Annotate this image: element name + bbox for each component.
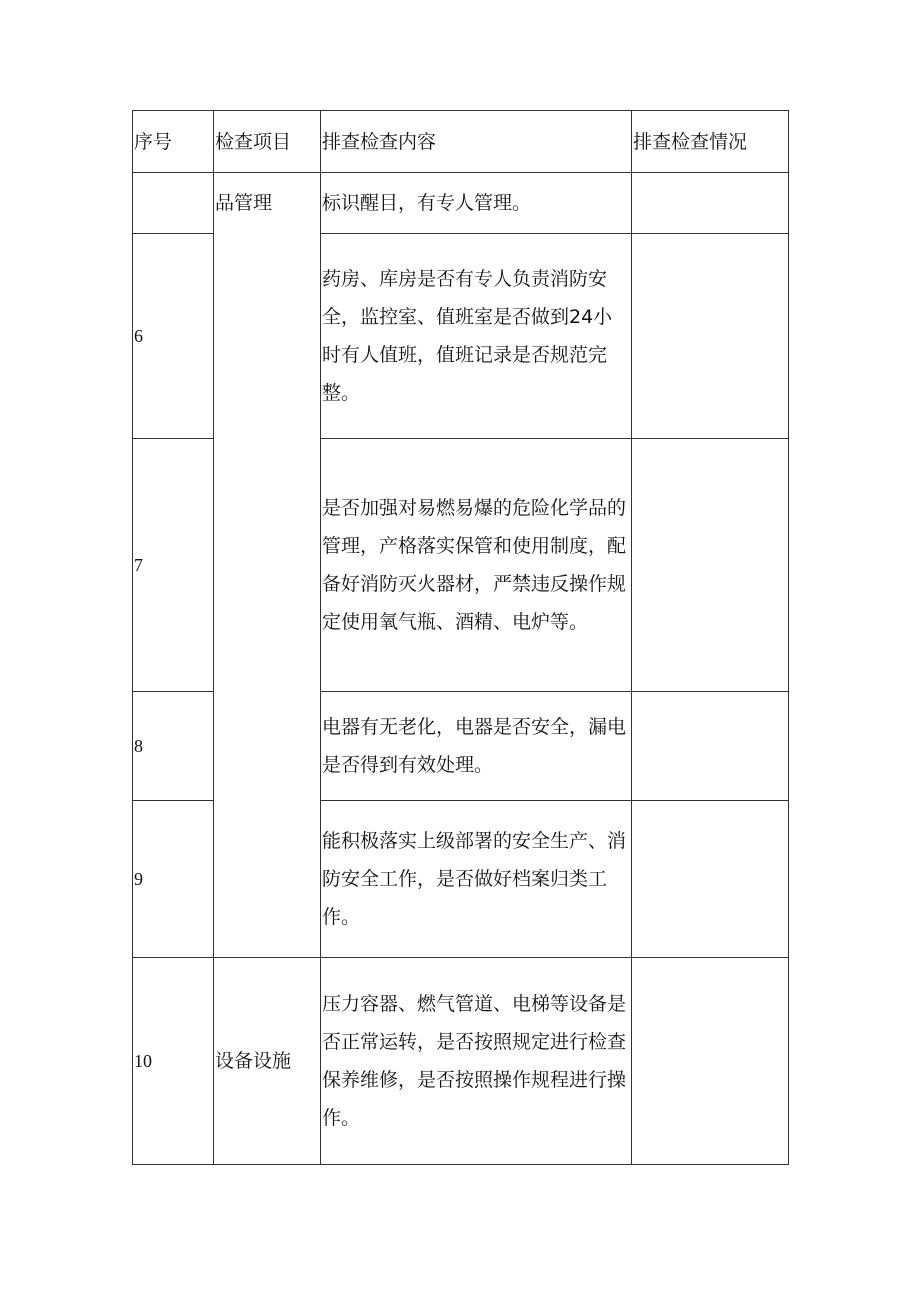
row-result — [632, 801, 789, 958]
row-number: 6 — [133, 234, 214, 439]
row-result — [632, 234, 789, 439]
row-content: 药房、库房是否有专人负责消防安全，监控室、值班室是否做到24小时有人值班，值班记录是否规范完整。 — [321, 234, 632, 439]
row-item: 设备设施 — [214, 958, 321, 1165]
table-row — [133, 173, 789, 234]
row-result — [632, 173, 789, 234]
row-number: 9 — [133, 801, 214, 958]
row-result — [632, 958, 789, 1165]
inspection-table — [132, 110, 789, 1165]
row-item: 品管理 — [214, 173, 321, 958]
row-content: 压力容器、燃气管道、电梯等设备是否正常运转，是否按照规定进行检查保养维修，是否按照操作规程进行操作。 — [321, 958, 632, 1165]
row-result — [632, 439, 789, 692]
header-result: 排查检查情况 — [632, 111, 789, 173]
header-content: 排查检查内容 — [321, 111, 632, 173]
row-result — [632, 692, 789, 801]
row-number: 8 — [133, 692, 214, 801]
row-content: 电器有无老化，电器是否安全，漏电是否得到有效处理。 — [321, 692, 632, 801]
row-number: 7 — [133, 439, 214, 692]
table-row — [133, 958, 789, 1165]
row-content: 能积极落实上级部署的安全生产、消防安全工作，是否做好档案归类工作。 — [321, 801, 632, 958]
row-content: 是否加强对易燃易爆的危险化学品的管理，产格落实保管和使用制度，配备好消防灭火器材，严禁违反操作规定使用氧气瓶、酒精、电炉等。 — [321, 439, 632, 692]
row-content: 标识醒目，有专人管理。 — [321, 173, 632, 234]
header-item: 检查项目 — [214, 111, 321, 173]
row-number — [133, 173, 214, 234]
row-number: 10 — [133, 958, 214, 1165]
table-header-row — [133, 111, 789, 173]
header-number: 序号 — [133, 111, 214, 173]
